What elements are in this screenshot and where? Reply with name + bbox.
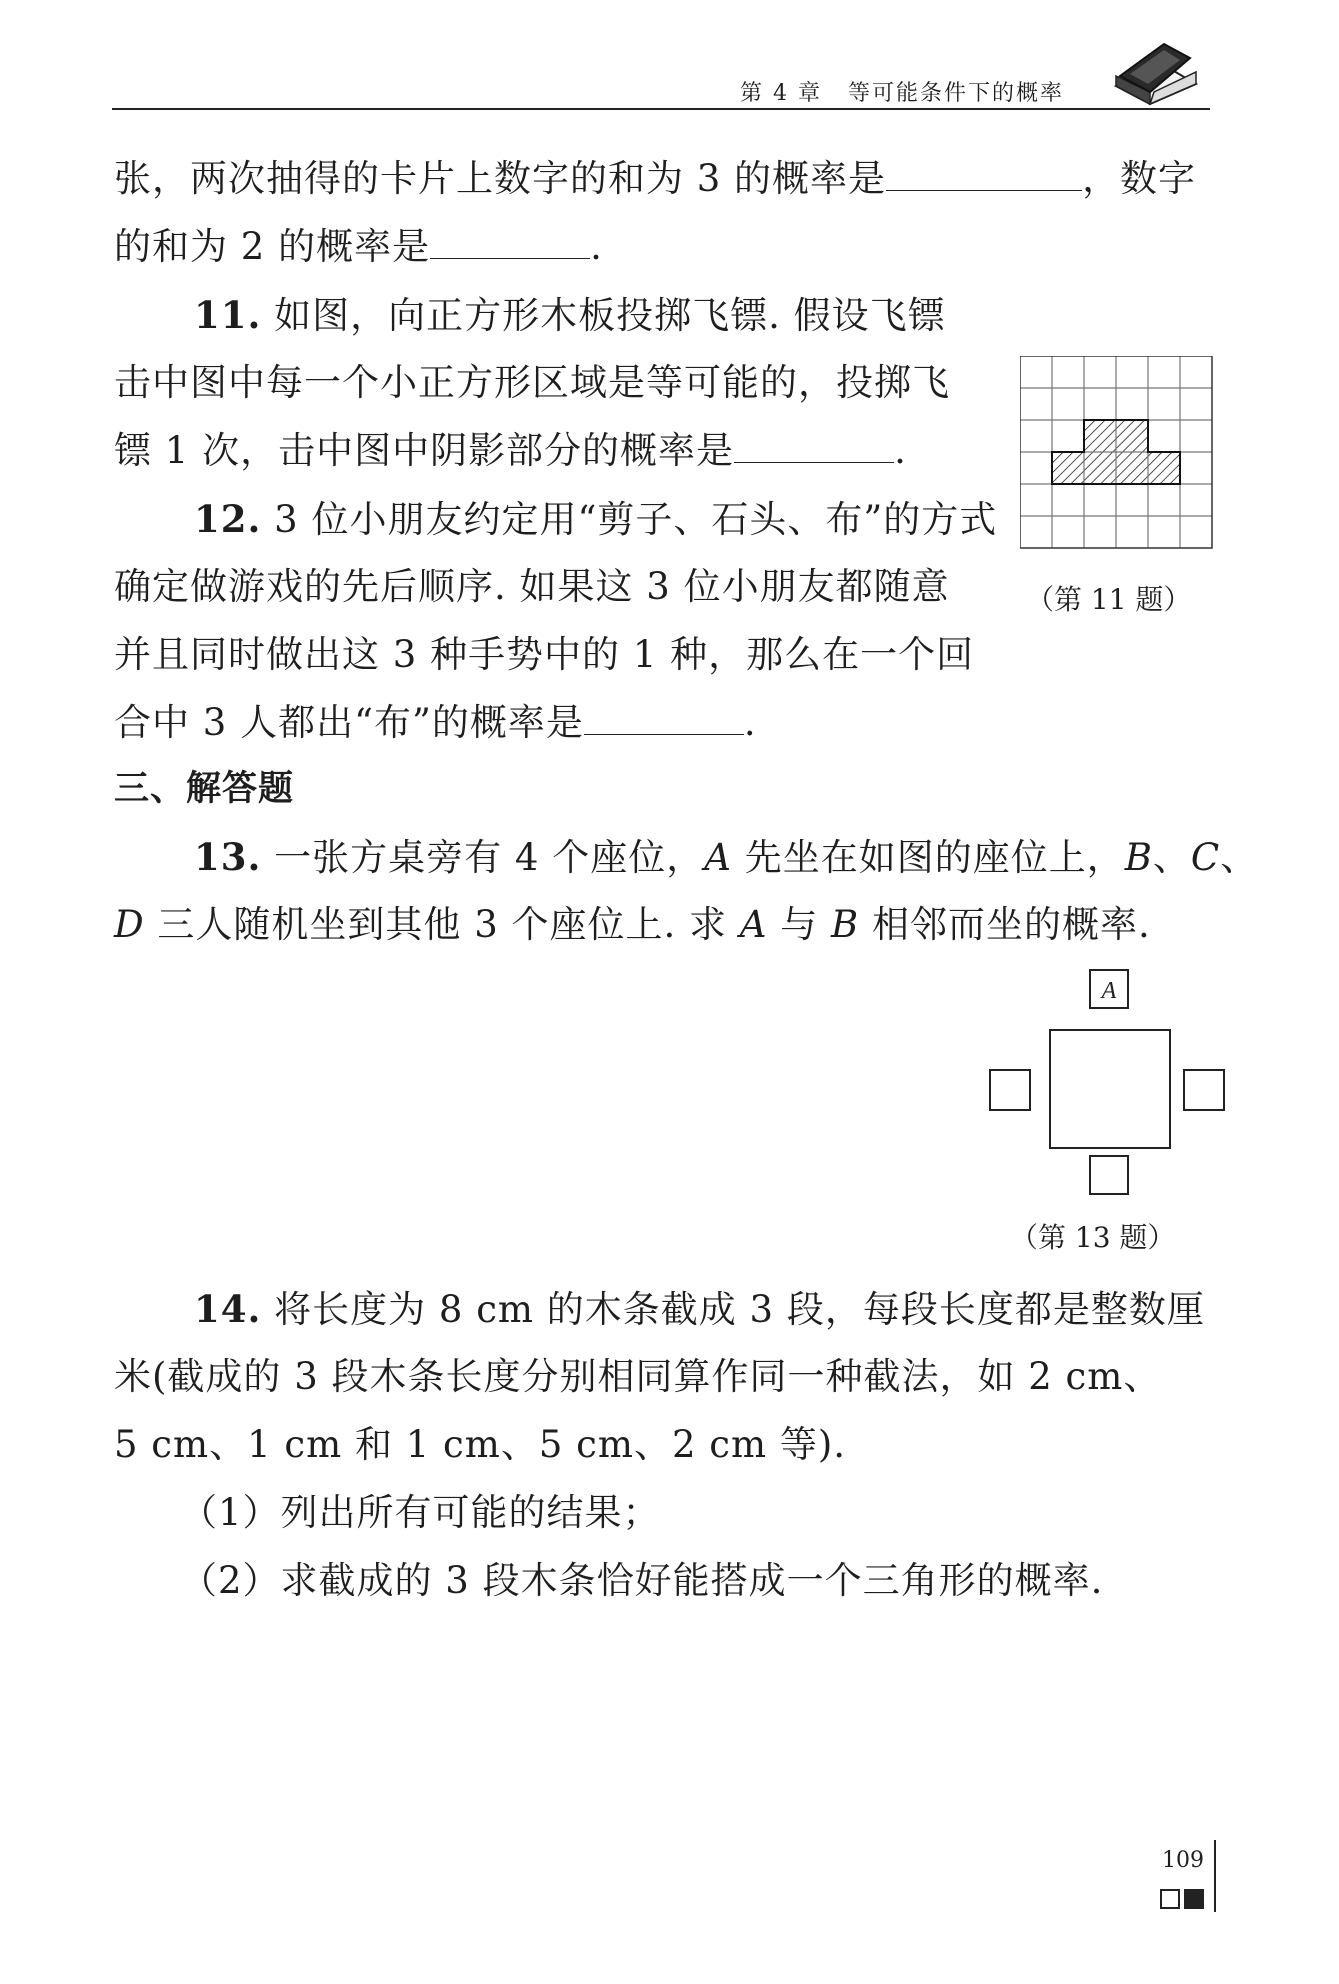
q14-part-2: （2）求截成的 3 段木条恰好能搭成一个三角形的概率. (180, 1559, 1104, 1602)
seat-label: A (1101, 978, 1117, 1004)
q12-line-3: 并且同时做出这 3 种手势中的 1 种，那么在一个回 (114, 633, 975, 676)
dartboard-grid-figure (1020, 356, 1216, 552)
question-number: 11. (194, 293, 262, 337)
header-rule (112, 108, 1210, 110)
question-number: 12. (194, 497, 262, 541)
footer-square-outline (1160, 1889, 1180, 1909)
answer-blank[interactable] (430, 222, 590, 259)
answer-blank[interactable] (584, 698, 744, 735)
q10-line-2: 的和为 2 的概率是 . (114, 222, 603, 272)
q12-line-4: 合中 3 人都出“布”的概率是 . (114, 698, 757, 748)
seat-right (1184, 1070, 1224, 1110)
q11-line-3: 镖 1 次，击中图中阴影部分的概率是 . (114, 426, 907, 476)
seat-bottom (1090, 1156, 1128, 1194)
q13-line-2: D 三人随机坐到其他 3 个座位上. 求 A 与 B 相邻而坐的概率. (114, 903, 1151, 946)
running-header (740, 76, 1064, 107)
seat-left (990, 1070, 1030, 1110)
q14-line-2: 米(截成的 3 段木条长度分别相同算作同一种截法，如 2 cm、 (114, 1355, 1162, 1398)
q11-line-1: 11. 如图，向正方形木板投掷飞镖. 假设飞镖 (194, 293, 946, 337)
section-heading: 三、解答题 (114, 769, 295, 809)
table-seats-figure (986, 966, 1226, 1196)
square-table (1050, 1030, 1170, 1148)
answer-blank[interactable] (886, 154, 1082, 191)
footer-square-filled (1184, 1889, 1204, 1909)
q14-line-3: 5 cm、1 cm 和 1 cm、5 cm、2 cm 等). (114, 1423, 847, 1466)
answer-blank[interactable] (734, 426, 894, 463)
q12-line-1: 12. 3 位小朋友约定用“剪子、石头、布”的方式 (194, 497, 998, 541)
footer-rule (1214, 1840, 1216, 1912)
q12-line-2: 确定做游戏的先后顺序. 如果这 3 位小朋友都随意 (114, 565, 950, 608)
question-number: 14. (194, 1287, 262, 1331)
q11-line-2: 击中图中每一个小正方形区域是等可能的，投掷飞 (114, 361, 950, 404)
figure-caption: （第 13 题） (1010, 1221, 1176, 1254)
chapter-number: 第 4 章 (740, 81, 822, 106)
q13-line-1: 13. 一张方桌旁有 4 个座位，A 先坐在如图的座位上，B、C、 (194, 835, 1259, 879)
q14-line-1: 14. 将长度为 8 cm 的木条截成 3 段，每段长度都是整数厘 (194, 1287, 1205, 1331)
book-icon (1110, 30, 1202, 106)
question-number: 13. (194, 835, 262, 879)
q14-part-1: （1）列出所有可能的结果； (180, 1491, 661, 1534)
page-number: 109 (1162, 1848, 1204, 1873)
q10-line-1: 张，两次抽得的卡片上数字的和为 3 的概率是 ，数字 (114, 154, 1196, 204)
figure-caption: （第 11 题） (1026, 583, 1192, 616)
chapter-title: 等可能条件下的概率 (847, 81, 1064, 106)
